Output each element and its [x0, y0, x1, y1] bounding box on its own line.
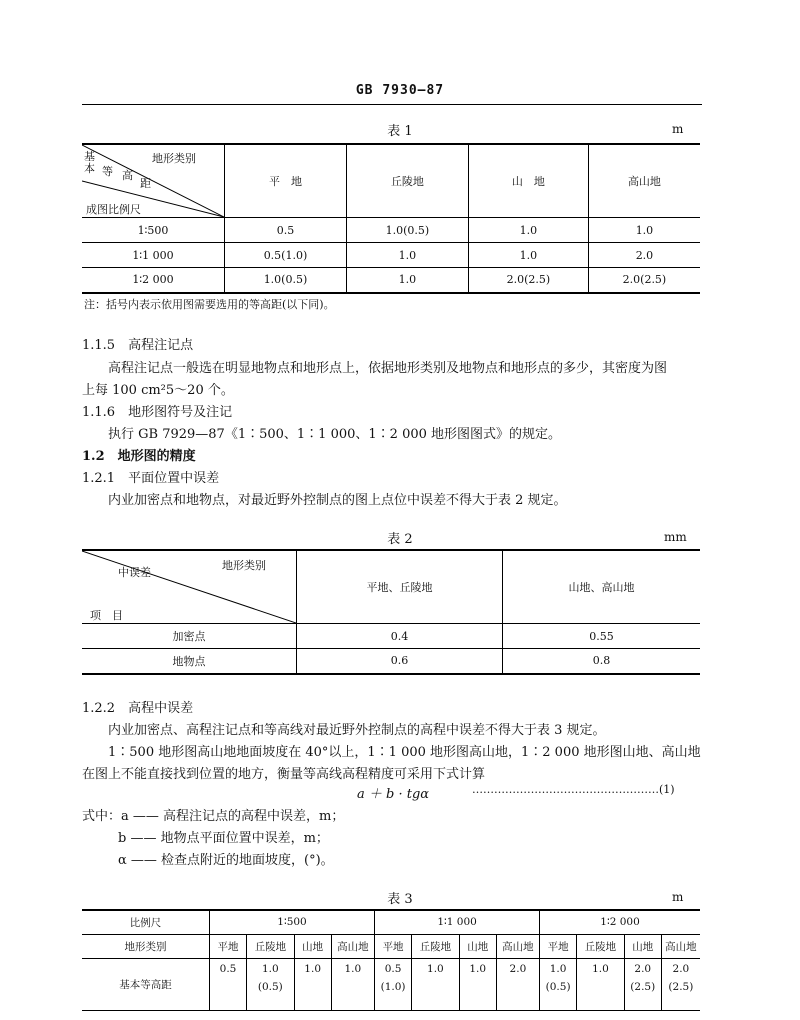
- section-1-1-5-text: 高程注记点一般选在明显地物点和地形点上，依据地形类别及地物点和地形点的多少，其密度为图: [108, 361, 668, 376]
- formula-where-alpha: α —— 检查点附近的地面坡度，(°)。: [118, 853, 334, 868]
- table1-corner-mid-4: 距: [140, 177, 151, 190]
- table1-cell: 1.0: [468, 218, 588, 243]
- table2-corner-cell: [82, 550, 297, 624]
- section-1-2-1-text: 内业加密点和地物点，对最近野外控制点的图上点位中误差不得大于表 2 规定。: [108, 493, 567, 508]
- table2-row-label: 地物点: [82, 649, 297, 674]
- table2-cell: 0.8: [502, 649, 700, 674]
- table3-terrain: 平地: [210, 934, 247, 958]
- formula-where-a: 式中：a —— 高程注记点的高程中误差，m；: [82, 809, 345, 824]
- table3-contour-label: 基本等高距: [82, 958, 210, 1010]
- table3-alt-value: (0.5): [545, 980, 571, 993]
- table3-terrain: 高山地: [331, 934, 374, 958]
- section-1-2-2-text: 1∶500 地形图高山地地面坡度在 40°以上，1∶1 000 地形图高山地，1∶2 000 地形图山地、高山地: [108, 745, 701, 760]
- table3-scale-header: 1∶2 000: [540, 910, 700, 934]
- table2-unit: mm: [664, 530, 687, 544]
- table3-cell: [375, 958, 412, 1010]
- table3-terrain: 高山地: [496, 934, 539, 958]
- table2-cell: 0.55: [502, 624, 700, 649]
- table3-cell: [331, 958, 374, 1010]
- table3-value: 1.0: [549, 962, 567, 975]
- table1-col-header: 平 地: [225, 144, 347, 218]
- table1-note: 注：括号内表示依用图需要选用的等高距(以下同)。: [84, 298, 335, 311]
- table3-value: 0.5: [384, 962, 402, 975]
- table1-cell: 0.5(1.0): [225, 243, 347, 268]
- table2-corner-bottom: 项 目: [90, 609, 123, 622]
- table1-col-header: 高山地: [588, 144, 700, 218]
- table3-cell: [496, 958, 539, 1010]
- table3: [82, 909, 700, 1011]
- section-1-1-5-heading: 1.1.5 高程注记点: [82, 338, 194, 353]
- table2-cell: 0.4: [297, 624, 503, 649]
- table3-value: 1.0: [261, 962, 279, 975]
- section-1-1-6-text: 执行 GB 7929—87《1∶500、1∶1 000、1∶2 000 地形图图式》的规定。: [108, 427, 562, 442]
- table3-scale-header: 1∶500: [210, 910, 375, 934]
- table1-cell: 2.0(2.5): [588, 268, 700, 293]
- table1-unit: m: [672, 122, 684, 136]
- table2-col-header: 平地、丘陵地: [297, 550, 503, 624]
- table3-alt-value: (0.5): [257, 980, 283, 993]
- table2-title: 表 2: [387, 532, 413, 547]
- table2-row-label: 加密点: [82, 624, 297, 649]
- table3-cell: [661, 958, 700, 1010]
- table3-scale-header: 1∶1 000: [375, 910, 540, 934]
- table1-corner-cell: [82, 144, 225, 218]
- table1-corner-mid-3: 高: [122, 169, 133, 182]
- table1-col-header: 丘陵地: [346, 144, 468, 218]
- formula-where-b: b —— 地物点平面位置中误差，m；: [118, 831, 329, 846]
- table3-terrain: 丘陵地: [577, 934, 625, 958]
- table3-cell: [412, 958, 460, 1010]
- table1-cell: 1.0(0.5): [225, 268, 347, 293]
- table3-scale-label: 比例尺: [82, 910, 210, 934]
- table1-corner-mid-2: 等: [102, 165, 113, 178]
- table1-cell: 2.0: [588, 243, 700, 268]
- table3-cell: [577, 958, 625, 1010]
- formula-number: ……………………………………………(1): [472, 783, 675, 796]
- table3-unit: m: [672, 890, 684, 904]
- header-rule: [82, 104, 702, 105]
- table3-terrain: 山地: [294, 934, 331, 958]
- table3-terrain-label: 地形类别: [82, 934, 210, 958]
- table3-alt-value: (2.5): [668, 980, 694, 993]
- table1-cell: 1.0(0.5): [346, 218, 468, 243]
- table3-terrain: 平地: [375, 934, 412, 958]
- table1-cell: 0.5: [225, 218, 347, 243]
- section-1-2-1-heading: 1.2.1 平面位置中误差: [82, 471, 220, 486]
- table1-scale: 1∶2 000: [82, 268, 225, 293]
- table1-cell: 1.0: [346, 268, 468, 293]
- table3-terrain: 平地: [540, 934, 577, 958]
- table1: [82, 143, 700, 294]
- document-header: GB 7930—87: [355, 83, 445, 98]
- table3-value: 2.0: [509, 962, 527, 975]
- table-row: [82, 649, 700, 674]
- table2-col-header: 山地、高山地: [502, 550, 700, 624]
- section-1-2-2-text: 在图上不能直接找到位置的地方，衡量等高线高程精度可采用下式计算: [82, 767, 486, 782]
- section-1-2-heading: 1.2 地形图的精度: [82, 449, 196, 464]
- table3-cell: [540, 958, 577, 1010]
- table2-cell: 0.6: [297, 649, 503, 674]
- section-1-1-5-text: 上每 100 cm²5～20 个。: [82, 383, 234, 398]
- table1-corner-mid-0: 基: [84, 150, 95, 163]
- table3-value: 1.0: [592, 962, 609, 975]
- table1-corner-bottom: 成图比例尺: [86, 203, 141, 216]
- table2: [82, 549, 700, 675]
- table3-terrain: 丘陵地: [412, 934, 460, 958]
- table3-value: 1.0: [469, 962, 487, 975]
- table3-cell: [624, 958, 661, 1010]
- table-row: [82, 243, 700, 268]
- table3-value: 1.0: [304, 962, 321, 975]
- table1-cell: 1.0: [346, 243, 468, 268]
- table-row: [82, 934, 700, 958]
- table1-cell: 1.0: [468, 243, 588, 268]
- table3-terrain: 山地: [624, 934, 661, 958]
- table1-scale: 1∶500: [82, 218, 225, 243]
- table3-cell: [459, 958, 496, 1010]
- table3-value: 0.5: [219, 962, 237, 975]
- table3-alt-value: (1.0): [380, 980, 406, 993]
- table3-cell: [294, 958, 331, 1010]
- table-row: [82, 268, 700, 293]
- table-row: [82, 624, 700, 649]
- table1-corner-top: 地形类别: [152, 152, 196, 165]
- table3-terrain: 山地: [459, 934, 496, 958]
- table3-value: 2.0: [634, 962, 652, 975]
- table2-corner-middle: 中误差: [118, 566, 151, 579]
- section-1-1-6-heading: 1.1.6 地形图符号及注记: [82, 405, 233, 420]
- table1-scale: 1∶1 000: [82, 243, 225, 268]
- table3-value: 1.0: [427, 962, 444, 975]
- table-row: [82, 218, 700, 243]
- table1-cell: 2.0(2.5): [468, 268, 588, 293]
- table3-alt-value: (2.5): [630, 980, 656, 993]
- table2-corner-top: 地形类别: [222, 559, 266, 572]
- table3-title: 表 3: [387, 892, 413, 907]
- table1-corner-mid-1: 本: [84, 162, 95, 175]
- table3-cell: [247, 958, 295, 1010]
- table3-terrain: 丘陵地: [247, 934, 295, 958]
- table-row: [82, 958, 700, 1010]
- table3-value: 1.0: [344, 962, 362, 975]
- table1-col-header: 山 地: [468, 144, 588, 218]
- table3-value: 2.0: [672, 962, 690, 975]
- formula: a ＋ b · tgα: [357, 787, 430, 802]
- table3-terrain: 高山地: [661, 934, 700, 958]
- table3-cell: [210, 958, 247, 1010]
- table1-title: 表 1: [387, 124, 413, 139]
- section-1-2-2-text: 内业加密点、高程注记点和等高线对最近野外控制点的高程中误差不得大于表 3 规定。: [108, 723, 606, 738]
- table1-cell: 1.0: [588, 218, 700, 243]
- section-1-2-2-heading: 1.2.2 高程中误差: [82, 701, 194, 716]
